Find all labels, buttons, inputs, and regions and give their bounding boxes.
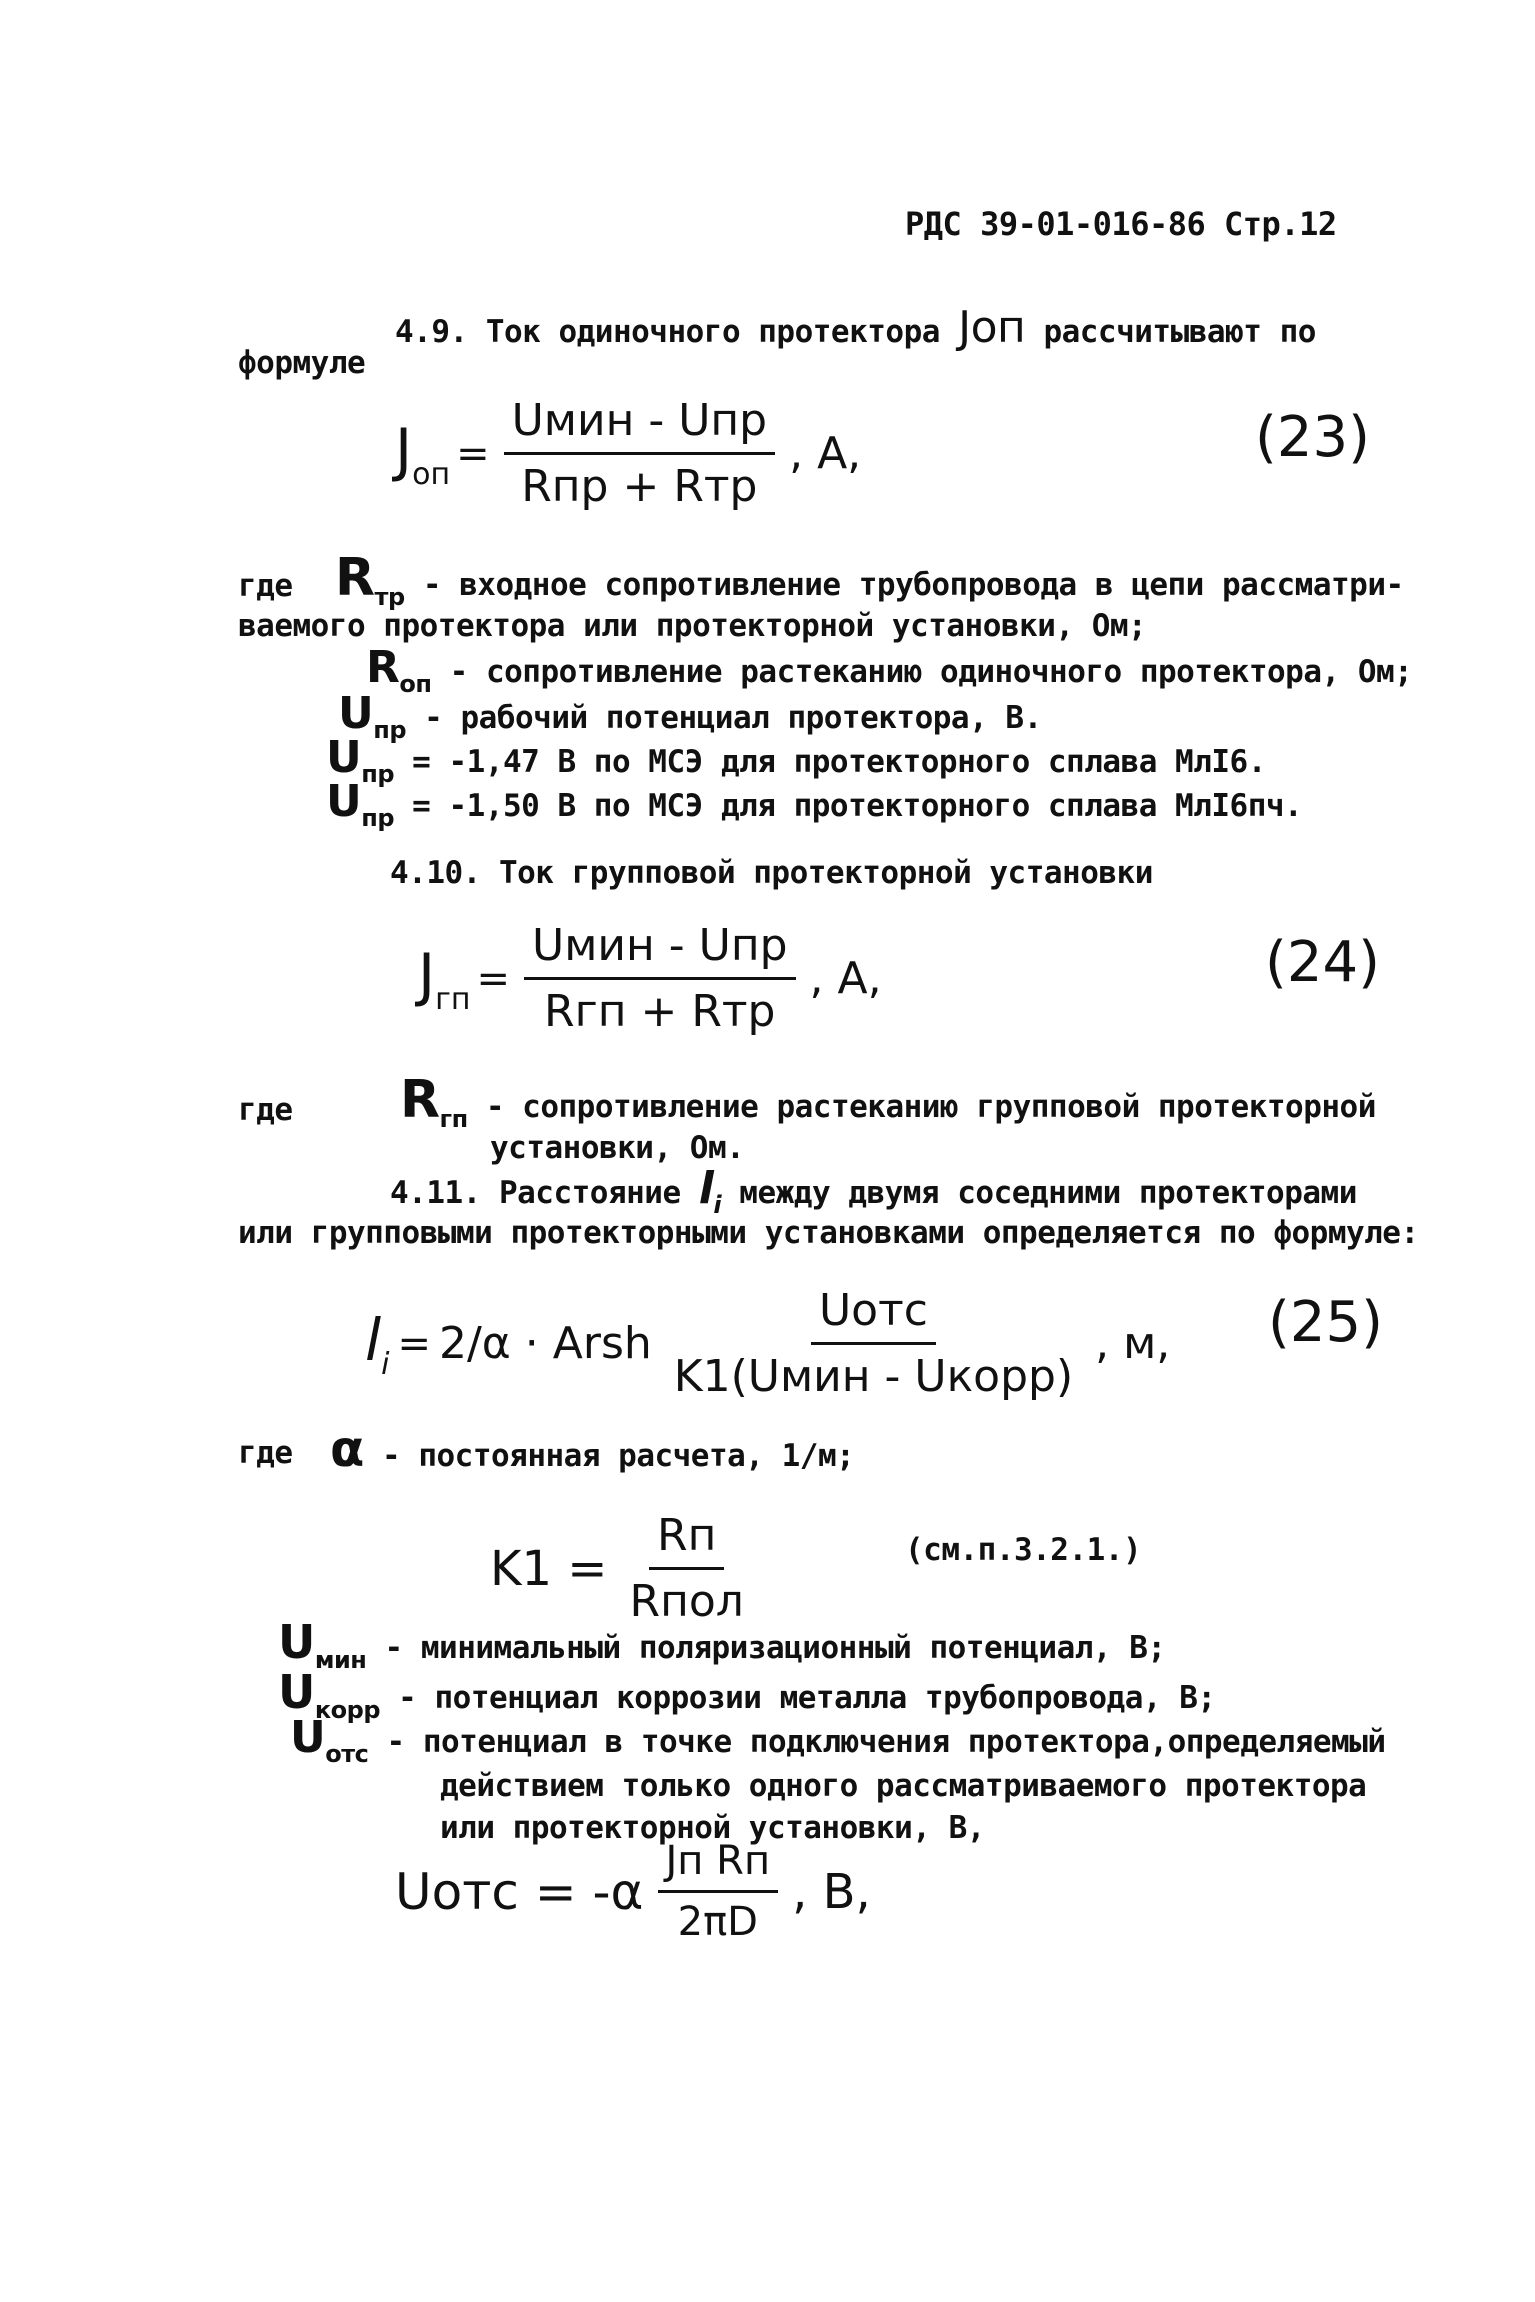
def-rop-symbol: $R_{оп}$ bbox=[366, 642, 432, 698]
formula-24-denominator: Rгп + Rтр bbox=[544, 986, 776, 1037]
formula-25-numerator: Uотс bbox=[811, 1285, 936, 1345]
def-upr-symbol: $U_{пр}$ bbox=[338, 688, 406, 744]
k1-fraction bbox=[622, 1510, 752, 1627]
umin-symbol: $U_{мин}$ bbox=[278, 1615, 367, 1674]
def-rtp-cont: ваемого протектора или протекторной установки, Ом; bbox=[238, 608, 1147, 644]
upr-symbol-1: $U_{пр}$ bbox=[326, 732, 394, 788]
equation-number-23: (23) bbox=[1255, 405, 1370, 470]
uotc-numerator: Jп Rп bbox=[658, 1838, 779, 1893]
formula-25-lhs: $l_i$ bbox=[365, 1305, 390, 1382]
ukorr-symbol: $U_{корр}$ bbox=[278, 1665, 380, 1724]
equation-number-25: (25) bbox=[1268, 1290, 1383, 1355]
uotc-symbol: $U_{отс}$ bbox=[290, 1712, 369, 1768]
upr-symbol-2: $U_{пр}$ bbox=[326, 776, 394, 832]
formula-23-lhs: $J_{оп}$ bbox=[395, 415, 451, 492]
alpha-symbol: α bbox=[330, 1420, 364, 1478]
formula-25-fraction bbox=[666, 1285, 1081, 1402]
where-24-label: где bbox=[238, 1092, 293, 1128]
jop-symbol: Jоп bbox=[958, 302, 1026, 353]
def-rtp: $R_{тр}$ - входное сопротивление трубопровода в цепи рассматри- bbox=[335, 548, 1404, 611]
formula-23: $J_{оп}$ = $\frac{\text{Uмин - Uпр}}{\text{Rпр + Rтр}}$ , A, bbox=[395, 395, 862, 512]
k1-lhs: K1 = bbox=[490, 1540, 608, 1597]
def-upr-value-1: $U_{пр} = -1,47$ В по МСЭ для протекторного сплава МлI6. bbox=[326, 732, 1266, 788]
formula-k1 bbox=[490, 1510, 766, 1627]
section-4-9-line2: формуле bbox=[238, 345, 366, 381]
formula-25: $l_i$ = 2/α · Arsh $\frac{\text{Uотс}}{\text{K1(Uмин - Uкорр)}}$ , м, bbox=[365, 1285, 1171, 1402]
formula-25-coefficient: 2/α · Arsh bbox=[438, 1318, 652, 1369]
def-rgp-symbol: $R_{гп}$ bbox=[400, 1070, 468, 1133]
section-4-9-text: 4.9. Ток одиночного протектора bbox=[395, 314, 940, 350]
section-4-11-line1: 4.11. Расстояние $l_i$ между двумя соседними протекторами bbox=[390, 1163, 1357, 1219]
def-alpha: α - постоянная расчета, 1/м; bbox=[330, 1420, 855, 1478]
where-25-label: где bbox=[238, 1435, 293, 1471]
li-symbol: $l_i$ bbox=[698, 1163, 722, 1219]
formula-23-numerator: Uмин - Uпр bbox=[504, 395, 776, 455]
formula-24-numerator: Uмин - Uпр bbox=[524, 920, 796, 980]
section-4-9-text-end: рассчитывают по bbox=[1043, 314, 1316, 350]
formula-uotc bbox=[395, 1838, 871, 1945]
def-rop: $R_{оп}$ - сопротивление растеканию одиночного протектора, Ом; bbox=[366, 642, 1413, 698]
section-4-10-text: 4.10. Ток групповой протекторной установки bbox=[390, 855, 1153, 891]
uotc-unit: , В, bbox=[792, 1863, 871, 1920]
uotc-fraction bbox=[658, 1838, 779, 1945]
def-uotc-cont2: или протекторной установки, В, bbox=[440, 1810, 985, 1846]
document-code: РДС 39-01-016-86 bbox=[905, 205, 1206, 243]
def-upr-value-2: $U_{пр} = -1,50$ В по МСЭ для протекторного сплава МлI6пч. bbox=[326, 776, 1303, 832]
section-4-11-line2: или групповыми протекторными установками определяется по формуле: bbox=[238, 1215, 1419, 1251]
def-rtp-symbol: $R_{тр}$ bbox=[335, 548, 405, 611]
def-rgp-cont: установки, Ом. bbox=[490, 1130, 745, 1166]
k1-reference: (см.п.3.2.1.) bbox=[905, 1532, 1142, 1568]
def-upr: $U_{пр}$ - рабочий потенциал протектора, В. bbox=[338, 688, 1042, 744]
formula-25-denominator: K1(Uмин - Uкорр) bbox=[673, 1351, 1074, 1402]
page-header bbox=[905, 205, 1337, 243]
formula-24-lhs: $J_{гп}$ bbox=[418, 940, 471, 1017]
uotc-lhs: Uотс = -α bbox=[395, 1862, 644, 1921]
formula-23-denominator: Rпр + Rтр bbox=[521, 461, 758, 512]
k1-denominator: Rпол bbox=[629, 1576, 744, 1627]
def-uotc-cont1: действием только одного рассматриваемого протектора bbox=[440, 1768, 1367, 1804]
formula-25-unit: , м, bbox=[1095, 1318, 1171, 1369]
def-uotc: $U_{отс}$ - потенциал в точке подключения протектора,определяемый bbox=[290, 1712, 1386, 1768]
page-number: Стр.12 bbox=[1224, 205, 1337, 243]
formula-24-fraction bbox=[524, 920, 796, 1037]
formula-24: $J_{гп}$ = $\frac{\text{Uмин - Uпр}}{\text{Rгп + Rтр}}$ , A, bbox=[418, 920, 882, 1037]
formula-23-unit: , A, bbox=[789, 428, 862, 479]
def-rgp: $R_{гп}$ - сопротивление растеканию групповой протекторной bbox=[400, 1070, 1376, 1133]
where-23-label: где bbox=[238, 568, 293, 604]
formula-24-unit: , A, bbox=[809, 953, 882, 1004]
k1-numerator: Rп bbox=[649, 1510, 724, 1570]
equation-number-24: (24) bbox=[1265, 930, 1380, 995]
formula-23-fraction bbox=[504, 395, 776, 512]
def-umin: $U_{мин}$ - минимальный поляризационный потенциал, В; bbox=[278, 1615, 1166, 1674]
uotc-denominator: 2πD bbox=[677, 1899, 758, 1945]
def-ukorr: $U_{корр}$ - потенциал коррозии металла трубопровода, В; bbox=[278, 1665, 1216, 1724]
section-4-9-line1 bbox=[395, 302, 1316, 353]
